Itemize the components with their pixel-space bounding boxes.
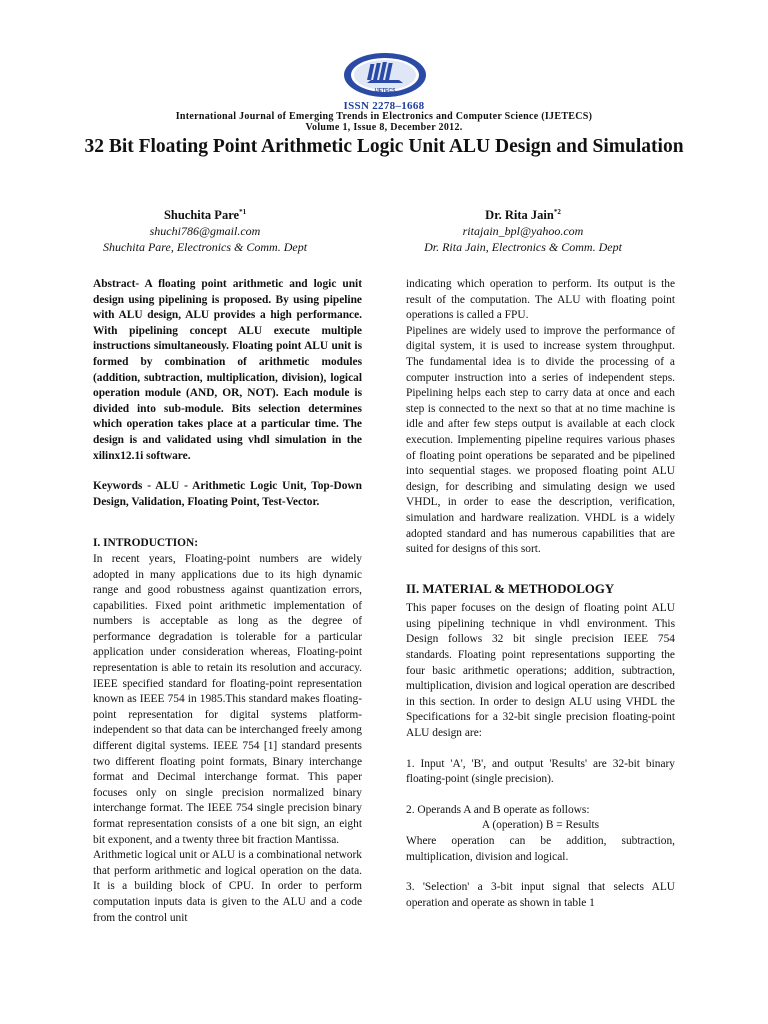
journal-volume: Volume 1, Issue 8, December 2012.	[305, 122, 463, 133]
keywords: Keywords - ALU - Arithmetic Logic Unit, Top-Down Design, Validation, Floating Point, Test-Vector.	[93, 480, 362, 508]
author-mark: *1	[239, 208, 247, 216]
section-heading-introduction: I. INTRODUCTION:	[93, 537, 199, 550]
issn: ISSN 2278–1668	[343, 100, 425, 112]
spec-item-1: 1. Input 'A', 'B', and output 'Results' are 32-bit binary floating-point (single precision).	[406, 757, 675, 786]
right-column	[406, 277, 675, 911]
paragraph-alu-output: indicating which operation to perform. Its output is the result of the computation. The ALU with floating point operations is called a FPU.	[406, 278, 675, 322]
spec-item-2: 2. Operands A and B operate as follows:	[406, 803, 590, 816]
journal-name: International Journal of Emerging Trends in Electronics and Computer Science (IJETECS)	[175, 111, 593, 122]
author-mark: *2	[553, 208, 561, 216]
author-name: Dr. Rita Jain	[485, 208, 554, 222]
left-column	[93, 277, 362, 926]
intro-paragraph-1: In recent years, Floating-point numbers are widely adopted in many applications due to its high dynamic range and good robustness against quantization errors, capabilities. Fixed point arithmetic implementation of numbers is acceptable as long as the degree of performance degradation is tolerable for a particular application under consideration whereas, Floating-point representation is able to retain its resolution and accuracy. IEEE specified standard for floating-point representation known as IEEE 754 in 1985.This standard makes floating-point representation for digital systems platform-independent so that data can be interchanged freely among different digital systems. IEEE 754 [1] standard presents two different floating point formats, Binary interchange format and Decimal interchange format. This paper focuses only on single precision normalized binary interchange format. The IEEE 754 single precision binary format representation consists of a one bit sign, an eight bit exponent, and a twenty three bit fraction Mantissa.	[93, 552, 362, 846]
author-1	[40, 204, 370, 255]
author-email: shuchi786@gmail.com	[149, 224, 261, 238]
abstract: Abstract- A floating point arithmetic and logic unit design using pipelining is proposed. By using pipeline with ALU design, ALU provides a high performance. With pipelining concept ALU execute multiple instructions simultaneously. Floating point ALU unit is formed by combination of arithmetic modules (addition, subtraction, multiplication, division), logical operation module (AND, OR, NOT). Each module is divided into sub-module. Bits selection determines which operation takes place at a particular time. The design is and validated using vhdl simulation in the xilinx12.1i software.	[93, 278, 362, 462]
author-affiliation: Shuchita Pare, Electronics & Comm. Dept	[102, 240, 308, 254]
author-affiliation: Dr. Rita Jain, Electronics & Comm. Dept	[424, 240, 622, 254]
section-heading-methodology: II. MATERIAL & METHODOLOGY	[406, 581, 615, 596]
author-name: Shuchita Pare	[163, 208, 240, 222]
author-2	[358, 204, 688, 255]
paragraph-methodology: This paper focuses on the design of floating point ALU using pipelining technique in vhdl environment. This Design follows 32 bit single precision IEEE 754 standards. Floating point representations supporting the four basic arithmetic operations; addition, subtraction, multiplication, division and logical operation are described in this section. In order to design ALU using VHDL the Specifications for a 32-bit single precision floating-point ALU design are:	[406, 602, 675, 740]
intro-paragraph-2: Arithmetic logical unit or ALU is a combinational network that perform arithmetic and logical operation on the data. It is a building block of CPU. In order to perform computation inputs data is given to the ALU and a code from the control unit	[93, 849, 362, 924]
spec-item-2-detail: Where operation can be addition, subtraction, multiplication, division and logical.	[406, 835, 675, 863]
formula: A (operation) B = Results	[481, 819, 600, 832]
journal-header	[0, 111, 768, 133]
author-email: ritajain_bpl@yahoo.com	[462, 224, 584, 238]
journal-logo	[343, 52, 427, 98]
paper-title: 32 Bit Floating Point Arithmetic Logic Unit ALU Design and Simulation	[84, 136, 684, 157]
paragraph-pipelines: Pipelines are widely used to improve the performance of digital system, it is used to increase system throughput. The fundamental idea is to divide the processing of a computer instruction into a series of independent steps. Pipelining helps each step to carry data at once and each step is connected to the next so that at no time machine is idle and after few steps output is available at each clock execution. Implementing pipeline requires various phases of floating point operations be separated and be pipelined into sequential stages. we proposed floating point ALU design, for describing and simulating design we used VHDL, in order to ease the description, verification, simulation and hardware realization. VHDL is a widely adopted standard and has numerous capabilities that are suited for designs of this sort.	[406, 324, 675, 556]
logo-text: IJETECS	[374, 88, 396, 94]
spec-item-3: 3. 'Selection' a 3-bit input signal that selects ALU operation and operate as shown in table 1	[406, 881, 675, 909]
